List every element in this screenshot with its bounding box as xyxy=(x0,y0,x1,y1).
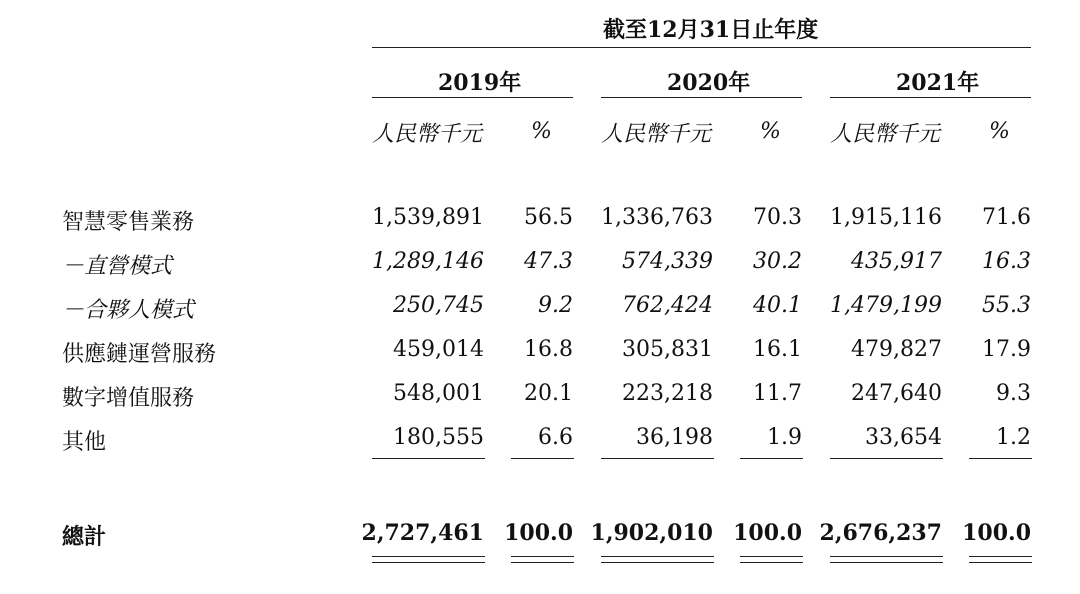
cell-pct-2020: 11.7 xyxy=(753,381,802,406)
year-underline-2019 xyxy=(372,97,573,98)
unit-pct-2021: % xyxy=(989,119,1010,144)
cell-pct-2021: 1.2 xyxy=(996,425,1031,450)
year-underline-2021 xyxy=(830,97,1031,98)
cell-amount-2021: 247,640 xyxy=(851,381,942,406)
cell-pct-2019: 9.2 xyxy=(538,293,573,318)
total-amount-2021: 2,676,237 xyxy=(819,520,942,546)
cell-amount-2021: 479,827 xyxy=(851,337,942,362)
total-amount-2020: 1,902,010 xyxy=(590,520,713,546)
cell-amount-2020: 574,339 xyxy=(622,249,713,274)
cell-pct-2020: 30.2 xyxy=(753,249,802,274)
cell-amount-2021: 1,915,116 xyxy=(830,205,942,230)
period-underline xyxy=(372,47,1031,48)
total-double-rule xyxy=(511,556,574,557)
total-double-rule xyxy=(372,562,485,563)
total-amount-2019: 2,727,461 xyxy=(361,520,484,546)
year-underline-2020 xyxy=(601,97,802,98)
cell-pct-2019: 47.3 xyxy=(524,249,573,274)
total-double-rule xyxy=(740,562,803,563)
row-label: 數字增值服務 xyxy=(62,386,195,411)
total-double-rule xyxy=(601,556,714,557)
cell-amount-2019: 548,001 xyxy=(393,381,484,406)
cell-pct-2019: 20.1 xyxy=(524,381,573,406)
total-double-rule xyxy=(372,556,485,557)
total-pct-2020: 100.0 xyxy=(733,520,802,546)
unit-pct-2019: % xyxy=(531,119,552,144)
total-label: 總計 xyxy=(62,524,107,550)
cell-pct-2021: 9.3 xyxy=(996,381,1031,406)
subtotal-rule xyxy=(601,458,714,459)
subtotal-rule xyxy=(740,458,803,459)
total-double-rule xyxy=(830,562,943,563)
period-header: 截至12月31日止年度 xyxy=(603,17,819,43)
cell-pct-2019: 56.5 xyxy=(524,205,573,230)
cell-amount-2020: 305,831 xyxy=(622,337,713,362)
subtotal-rule xyxy=(511,458,574,459)
cell-amount-2020: 36,198 xyxy=(636,425,713,450)
cell-pct-2020: 16.1 xyxy=(753,337,802,362)
cell-pct-2020: 70.3 xyxy=(753,205,802,230)
cell-amount-2019: 180,555 xyxy=(393,425,484,450)
unit-amount-2020: 人民幣千元 xyxy=(601,122,712,147)
subtotal-rule xyxy=(830,458,943,459)
total-pct-2019: 100.0 xyxy=(504,520,573,546)
unit-pct-2020: % xyxy=(760,119,781,144)
cell-amount-2020: 1,336,763 xyxy=(601,205,713,230)
total-double-rule xyxy=(969,556,1032,557)
cell-amount-2019: 1,539,891 xyxy=(372,205,484,230)
cell-amount-2021: 435,917 xyxy=(851,249,942,274)
total-double-rule xyxy=(601,562,714,563)
cell-pct-2021: 16.3 xyxy=(982,249,1031,274)
total-double-rule xyxy=(969,562,1032,563)
unit-amount-2019: 人民幣千元 xyxy=(372,122,483,147)
row-label: 其他 xyxy=(62,430,107,455)
cell-pct-2019: 6.6 xyxy=(538,425,573,450)
cell-pct-2021: 55.3 xyxy=(982,293,1031,318)
cell-amount-2020: 223,218 xyxy=(622,381,713,406)
year-header-2020: 2020年 xyxy=(667,70,751,96)
cell-amount-2021: 33,654 xyxy=(865,425,942,450)
subtotal-rule xyxy=(969,458,1032,459)
cell-pct-2020: 40.1 xyxy=(753,293,802,318)
total-double-rule xyxy=(830,556,943,557)
total-pct-2021: 100.0 xyxy=(962,520,1031,546)
total-double-rule xyxy=(740,556,803,557)
subtotal-rule xyxy=(372,458,485,459)
unit-amount-2021: 人民幣千元 xyxy=(830,122,941,147)
cell-amount-2019: 250,745 xyxy=(393,293,484,318)
cell-pct-2021: 17.9 xyxy=(982,337,1031,362)
row-label: 供應鏈運營服務 xyxy=(62,342,217,367)
total-double-rule xyxy=(511,562,574,563)
cell-amount-2019: 1,289,146 xyxy=(372,249,484,274)
row-label: －合夥人模式 xyxy=(62,298,195,323)
row-label: －直營模式 xyxy=(62,254,173,279)
row-label: 智慧零售業務 xyxy=(62,210,195,235)
cell-amount-2021: 1,479,199 xyxy=(830,293,942,318)
year-header-2019: 2019年 xyxy=(438,70,522,96)
cell-pct-2021: 71.6 xyxy=(982,205,1031,230)
cell-amount-2020: 762,424 xyxy=(622,293,713,318)
year-header-2021: 2021年 xyxy=(896,70,980,96)
cell-amount-2019: 459,014 xyxy=(393,337,484,362)
cell-pct-2020: 1.9 xyxy=(767,425,802,450)
cell-pct-2019: 16.8 xyxy=(524,337,573,362)
